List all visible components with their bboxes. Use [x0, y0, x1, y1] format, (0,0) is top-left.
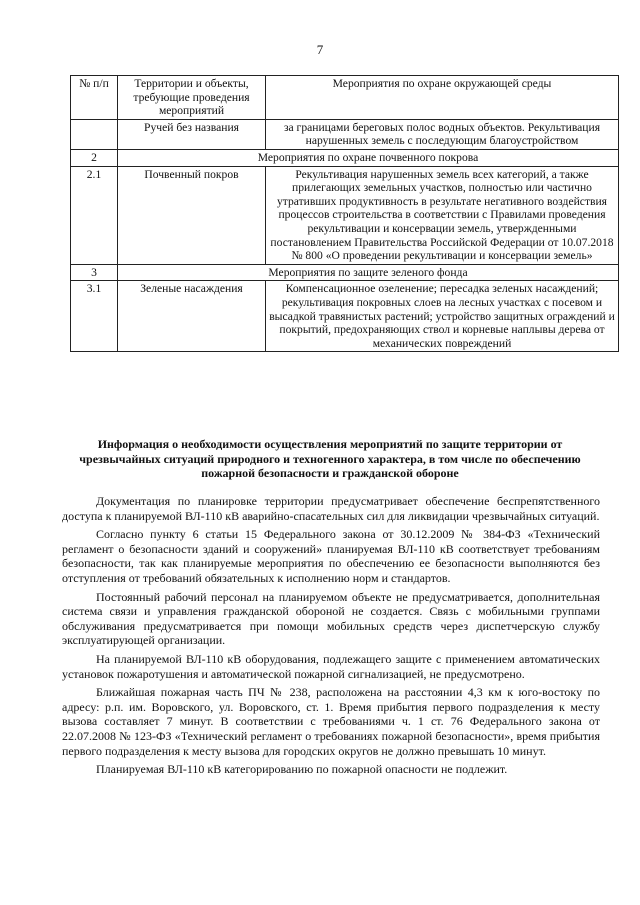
table-row — [71, 166, 619, 264]
table-header-row — [71, 76, 619, 120]
header-measures: Мероприятия по охране окружающей среды — [266, 76, 619, 120]
row-measures: Компенсационное озеленение; пересадка зеленых насаждений; рекультивация покровных слоев на лесных участках с посевом и высадкой травянистых растений; устройство защитных ограждений и покрытий, предохраняющих ствол и корневые наплывы дерева от механических повреждений — [266, 281, 619, 352]
paragraph: Планируемая ВЛ-110 кВ категорированию по пожарной опасности не подлежит. — [96, 762, 508, 777]
header-territory: Территории и объекты, требующие проведения мероприятий — [118, 76, 266, 120]
table-row — [71, 119, 619, 149]
row-territory: Ручей без названия — [118, 119, 266, 149]
row-territory: Почвенный покров — [118, 166, 266, 264]
paragraph: Документация по планировке территории предусматривает обеспечение беспрепятственного доступа к планируемой ВЛ-110 кВ аварийно-спасательных сил для ликвидации чрезвычайных ситуаций. — [62, 494, 600, 523]
paragraph: На планируемой ВЛ-110 кВ оборудования, подлежащего защите с применением автоматических установок пожаротушения и автоматической пожарной сигнализацией, не предусмотрено. — [62, 651, 600, 681]
row-territory: Зеленые насаждения — [118, 281, 266, 352]
row-num — [71, 119, 118, 149]
row-measures: Рекультивация нарушенных земель всех категорий, а также прилегающих земельных участков, полностью или частично утративших продуктивность в результате негативного воздействия процессов строительства в соответствии с Правилами проведения рекультивации и консервации земель, утвержденными постановлением Правительства Российской Федерации от 10.07.2018 № 800 «О проведении рекультивации и консервации земель» — [266, 166, 619, 264]
paragraph: Ближайшая пожарная часть ПЧ № 238, расположена на расстоянии 4,3 км к юго-востоку по адресу: р.п. им. Воровского, ул. Воровского, ст. 1. Время прибытия первого подразделения к месту вызова составляет 7 минут. В соответствии с требованиями ч. 1 ст. 76 Федерального закона от 22.07.2008 № 123-ФЗ «Технический регламент о требованиях пожарной безопасности», время прибытия первого подразделения к месту вызова для городских округов не должно превышать 10 минут. — [62, 685, 600, 758]
section-num: 3 — [71, 264, 118, 281]
paragraph: Согласно пункту 6 статьи 15 Федерального закона от 30.12.2009 № 384-ФЗ «Технический регламент о безопасности зданий и сооружений» планируемая ВЛ-110 кВ соответствует требованиям безопасности, так как планируемые мероприятия по обеспечению ее безопасности выполняются без отступления от требований обязательных к исполнению норм и стандартов. — [62, 527, 600, 585]
row-measures: за границами береговых полос водных объектов. Рекультивация нарушенных земель с последующим благоустройством — [266, 119, 619, 149]
row-num: 2.1 — [71, 166, 118, 264]
body-text — [62, 494, 600, 781]
measures-table — [70, 75, 619, 352]
section-title: Мероприятия по защите зеленого фонда — [118, 264, 619, 281]
table-row — [71, 281, 619, 352]
page-number: 7 — [316, 42, 324, 57]
section-num: 2 — [71, 149, 118, 166]
header-num: № п/п — [71, 76, 118, 120]
section-title: Мероприятия по охране почвенного покрова — [118, 149, 619, 166]
section-row — [71, 264, 619, 281]
paragraph: Постоянный рабочий персонал на планируемом объекте не предусматривается, дополнительная система связи и управления гражданской обороной не создается. Связь с мобильными группами обслуживания предусматривается при помощи мобильных средств через диспетчерскую службу эксплуатирующей организации. — [62, 589, 600, 648]
info-heading: Информация о необходимости осуществления мероприятий по защите территории от чрезвычайных ситуаций природного и техногенного характера, в том числе по обеспечению пожарной безопасности и гражданской обороне — [79, 437, 581, 481]
row-num: 3.1 — [71, 281, 118, 352]
section-row — [71, 149, 619, 166]
